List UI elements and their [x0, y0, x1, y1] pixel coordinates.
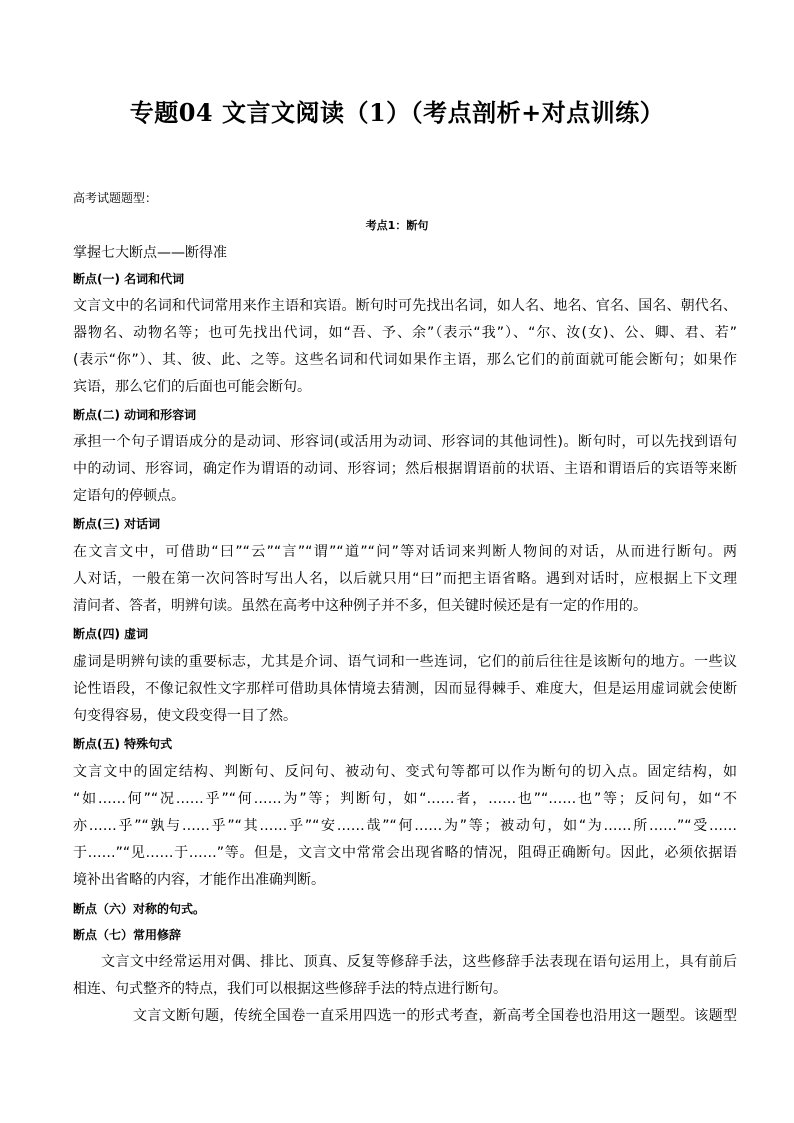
- paragraph-line: 清问者、答者，明辨句读。虽然在高考中这种例子并不多，但关键时候还是有一定的作用的。: [73, 598, 647, 614]
- point-5-paragraph: [73, 759, 737, 894]
- paragraph-line: 承担一个句子谓语成分的是动词、形容词(或活用为动词、形容词的其他词性)。断句时，可以先找到语句: [73, 434, 737, 450]
- point-1-paragraph: [73, 293, 737, 401]
- paragraph-line: 文言文中的固定结构、判断句、反问句、被动句、变式句等都可以作为断句的切入点。固定结构，如: [73, 764, 737, 780]
- paragraph-line: 人对话，一般在第一次问答时写出人名，以后就只用“曰”而把主语省略。遇到对话时，应根据上下文理: [73, 571, 737, 587]
- paragraph-line: 宾语，那么它们的后面也可能会断句。: [73, 379, 311, 395]
- point-4-heading: 断点(四) 虚词: [73, 627, 149, 641]
- paragraph-line: 器物名、动物名等；也可先找出代词，如“吾、予、余”（表示“我”）、“尔、汝(女)、公、卿、君、若”: [73, 325, 737, 341]
- paragraph-line: 相连、句式整齐的特点，我们可以根据这些修辞手法的特点进行断句。: [73, 981, 507, 997]
- paragraph-line: 中的动词、形容词，确定作为谓语的动词、形容词；然后根据谓语前的状语、主语和谓语后的宾语等来断: [73, 461, 737, 477]
- paragraph-line: “如……何”“况……乎”“何……为”等；判断句，如“……者，……也”“……也”等；反问句，如“不: [73, 791, 737, 807]
- paragraph-line: 定语句的停顿点。: [73, 488, 185, 504]
- kaodian-title: 考点1：断句: [365, 219, 429, 232]
- paragraph-line: 虚词是明辨句读的重要标志，尤其是介词、语气词和一些连词，它们的前后往往是该断句的地方。一些议: [73, 654, 737, 670]
- document-title: 专题04 文言文阅读（1）（考点剖析+对点训练）: [129, 98, 665, 127]
- paragraph-line: 境补出省略的内容，才能作出准确判断。: [73, 872, 325, 888]
- paragraph-line: 在文言文中，可借助“曰”“云”“言”“谓”“道”“问”等对话词来判断人物间的对话，从而进行断句。两: [73, 544, 737, 560]
- paragraph-line: 文言文断句题，传统全国卷一直采用四选一的形式考查，新高考全国卷也沿用这一题型。该题型: [133, 1008, 737, 1024]
- point-7-heading: 断点（七）常用修辞: [73, 928, 182, 942]
- point-6-heading: 断点（六）对称的句式。: [73, 902, 206, 916]
- point-7-paragraph: [73, 949, 737, 1003]
- paragraph-line: 文言文中的名词和代词常用来作主语和宾语。断句时可先找出名词，如人名、地名、官名、国名、朝代名、: [73, 298, 737, 314]
- section-label: 高考试题题型：: [73, 191, 158, 205]
- point-3-paragraph: [73, 539, 737, 620]
- paragraph-line: 论性语段，不像记叙性文字那样可借助具体情境去猜测，因而显得棘手、难度大，但是运用虚词就会使断: [73, 681, 737, 697]
- paragraph-line: 亦……乎”“孰与……乎”“其……乎”“安……哉”“何……为”等；被动句，如“为……所……”“受……: [73, 818, 737, 834]
- paragraph-line: 于……”“见……于……”等。但是，文言文中常常会出现省略的情况，阻碍正确断句。因此，必须依据语: [73, 845, 737, 861]
- point-2-heading: 断点(二) 动词和形容词: [73, 408, 197, 422]
- point-1-heading: 断点(一) 名词和代词: [73, 272, 185, 286]
- point-4-paragraph: [73, 649, 737, 730]
- point-5-heading: 断点(五) 特殊句式: [73, 737, 173, 751]
- point-3-heading: 断点(三) 对话词: [73, 517, 161, 531]
- closing-paragraph: [73, 1003, 737, 1030]
- paragraph-line: (表示“你”）、其、彼、此、之等。这些名词和代词如果作主语，那么它们的前面就可能会断句；如果作: [73, 352, 737, 368]
- paragraph-line: 文言文中经常运用对偶、排比、顶真、反复等修辞手法，这些修辞手法表现在语句运用上，具有前后: [101, 954, 737, 970]
- point-2-paragraph: [73, 429, 737, 510]
- paragraph-line: 句变得容易，使文段变得一目了然。: [73, 708, 297, 724]
- intro-line: 掌握七大断点——断得准: [73, 245, 227, 261]
